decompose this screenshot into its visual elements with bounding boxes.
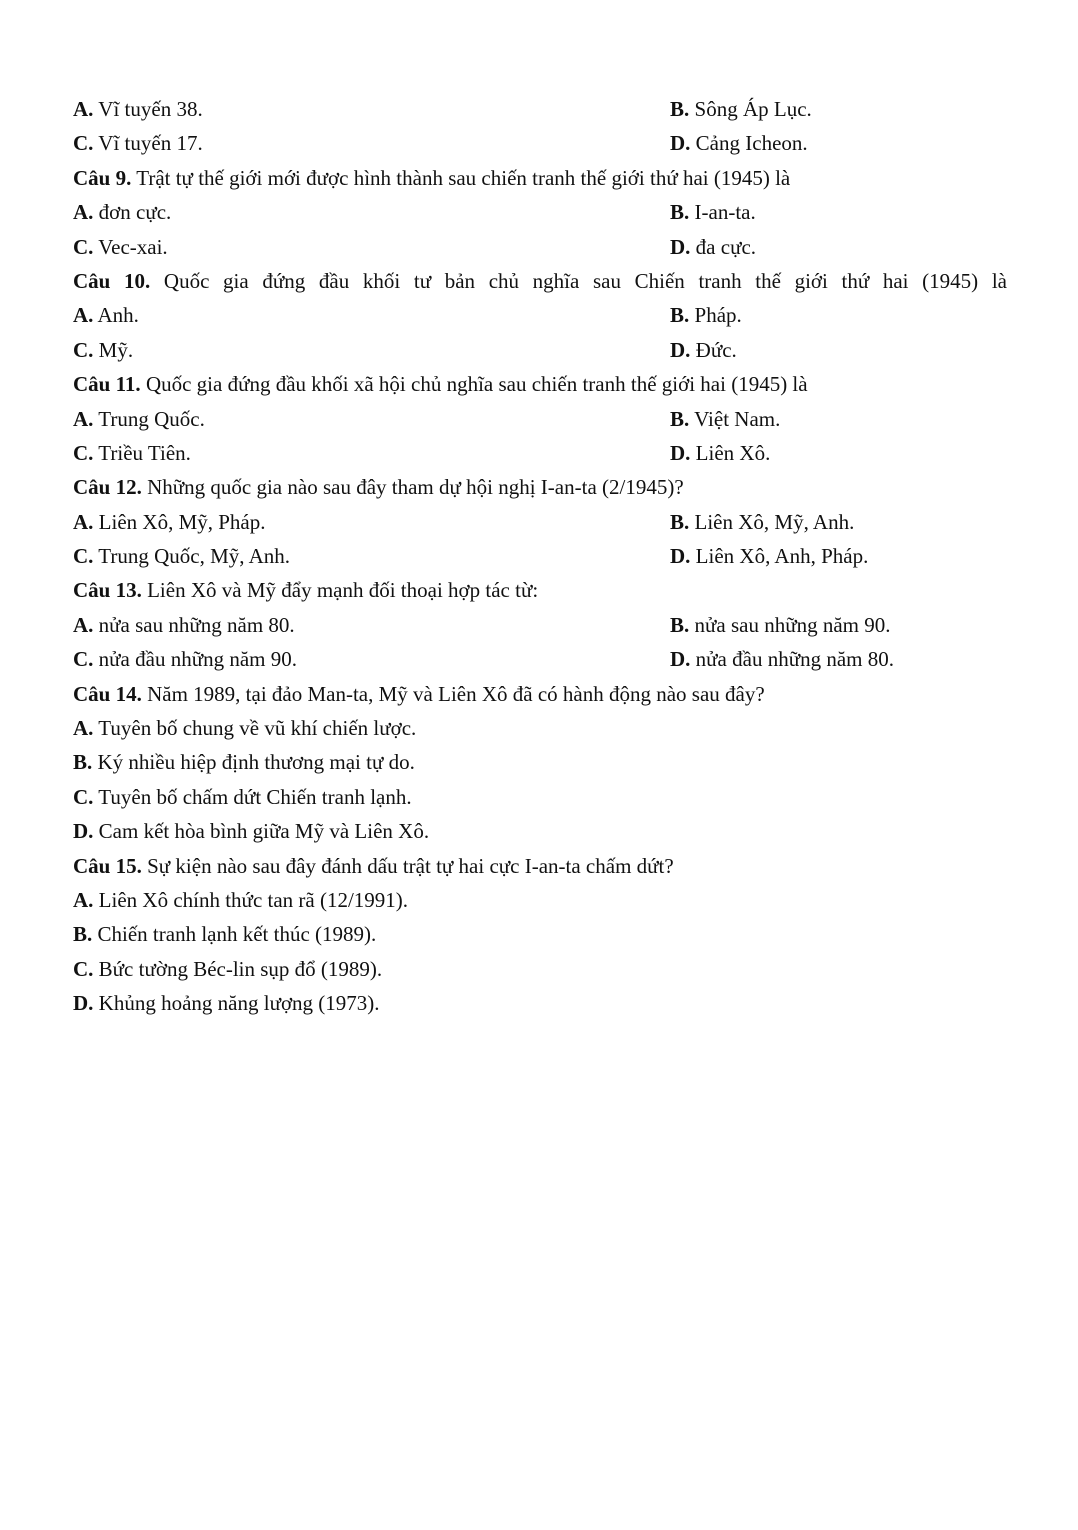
question-15 — [73, 849, 1007, 883]
question-stem: Trật tự thế giới mới được hình thành sau chiến tranh thế giới thứ hai (1945) là — [136, 165, 791, 190]
option-b: B. Ký nhiều hiệp định thương mại tự do. — [73, 750, 415, 775]
option-b: B. Chiến tranh lạnh kết thúc (1989). — [73, 922, 377, 947]
question-label: Câu 14. — [73, 681, 142, 706]
option-a: A. Trung Quốc. — [73, 406, 205, 431]
question-label: Câu 15. — [73, 853, 142, 878]
question-label: Câu 12. — [73, 475, 142, 500]
option-c: C. nửa đầu những năm 90. — [73, 647, 297, 672]
option-d: D. nửa đầu những năm 80. — [670, 647, 894, 672]
option-d: D. Cảng Icheon. — [670, 131, 808, 156]
question-stem: Năm 1989, tại đảo Man-ta, Mỹ và Liên Xô đã có hành động nào sau đây? — [147, 681, 765, 706]
option-c: C. Mỹ. — [73, 337, 134, 362]
option-row — [73, 539, 1007, 573]
option-c: C. Vĩ tuyến 17. — [73, 131, 203, 156]
option-row — [73, 126, 1007, 160]
question-label: Câu 13. — [73, 578, 142, 603]
option-row — [73, 402, 1007, 436]
question-11 — [73, 367, 1007, 401]
question-13 — [73, 573, 1007, 607]
option-d: D. đa cực. — [670, 234, 757, 259]
question-stem: Những quốc gia nào sau đây tham dự hội nghị I-an-ta (2/1945)? — [147, 475, 684, 500]
question-10 — [73, 264, 1007, 298]
option-row — [73, 298, 1007, 332]
option-d: D. Liên Xô. — [670, 440, 771, 465]
option-a: A. đơn cực. — [73, 200, 172, 225]
option-row — [73, 642, 1007, 676]
option-a: A. Anh. — [73, 303, 139, 328]
option-d: D. Cam kết hòa bình giữa Mỹ và Liên Xô. — [73, 819, 430, 844]
option-b: B. Việt Nam. — [670, 406, 781, 431]
question-label: Câu 9. — [73, 165, 132, 190]
question-stem: Quốc gia đứng đầu khối xã hội chủ nghĩa sau chiến tranh thế giới hai (1945) là — [145, 372, 808, 397]
option-b: B. nửa sau những năm 90. — [670, 612, 891, 637]
option-row — [73, 505, 1007, 539]
option-row — [73, 195, 1007, 229]
option-b: B. Sông Áp Lục. — [670, 97, 812, 121]
option-d: D. Đức. — [670, 337, 737, 362]
question-9 — [73, 161, 1007, 195]
question-14 — [73, 677, 1007, 711]
option-row — [73, 608, 1007, 642]
option-row — [73, 230, 1007, 264]
option-row — [73, 436, 1007, 470]
option-b: B. Liên Xô, Mỹ, Anh. — [670, 509, 855, 534]
option-row — [73, 92, 1007, 126]
option-a: A. Tuyên bố chung về vũ khí chiến lược. — [73, 716, 417, 741]
option-c: C. Tuyên bố chấm dứt Chiến tranh lạnh. — [73, 784, 412, 809]
question-label: Câu 10. — [73, 268, 151, 293]
question-stem: Sự kiện nào sau đây đánh dấu trật tự hai cực I-an-ta chấm dứt? — [147, 853, 674, 878]
option-a: A. Liên Xô chính thức tan rã (12/1991). — [73, 887, 409, 912]
option-c: C. Bức tường Béc-lin sụp đổ (1989). — [73, 956, 383, 981]
option-b: B. Pháp. — [670, 303, 742, 328]
option-d: D. Khủng hoảng năng lượng (1973). — [73, 991, 380, 1016]
question-12 — [73, 470, 1007, 504]
option-c: C. Triều Tiên. — [73, 440, 191, 465]
option-b: B. I-an-ta. — [670, 200, 756, 225]
option-d: D. Liên Xô, Anh, Pháp. — [670, 544, 869, 569]
option-a: A. Liên Xô, Mỹ, Pháp. — [73, 509, 266, 534]
option-a: A. nửa sau những năm 80. — [73, 612, 295, 637]
option-row — [73, 333, 1007, 367]
exam-document — [73, 92, 1007, 1021]
option-c: C. Vec-xai. — [73, 234, 168, 259]
question-stem: Liên Xô và Mỹ đẩy mạnh đối thoại hợp tác từ: — [147, 578, 539, 603]
option-a: A. Vĩ tuyến 38. — [73, 97, 203, 121]
question-label: Câu 11. — [73, 372, 141, 397]
option-c: C. Trung Quốc, Mỹ, Anh. — [73, 544, 291, 569]
question-stem: Quốc gia đứng đầu khối tư bản chủ nghĩa sau Chiến tranh thế giới thứ hai (1945) là — [163, 268, 1007, 293]
